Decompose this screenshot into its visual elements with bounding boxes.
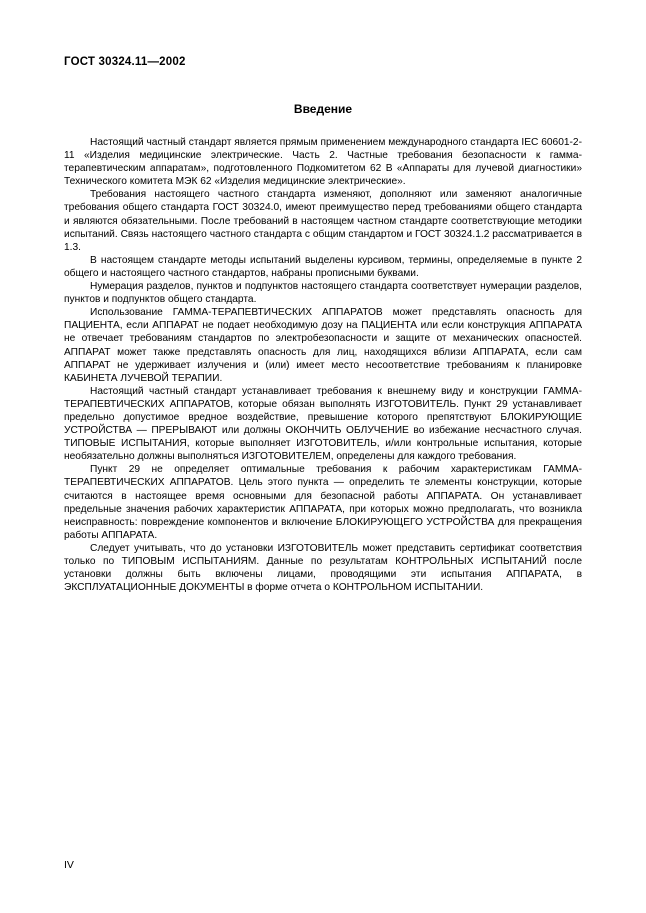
- document-body: [64, 136, 582, 594]
- paragraph: Нумерация разделов, пунктов и подпунктов настоящего стандарта соответствует нумерации разделов, пунктов и подпунктов общего стандарта.: [64, 281, 582, 306]
- paragraph: Настоящий частный стандарт является прямым применением международного стандарта IEC 60601-2-11 «Изделия медицинские электрические. Часть 2. Частные требования безопасности к гамма-терапевтическим аппаратам», подготовленного Подкомитетом 62 В «Аппараты для лучевой диагностики» Технического комитета МЭК 62 «Изделия медицинские электрические».: [64, 137, 582, 188]
- document-header: ГОСТ 30324.11—2002: [64, 56, 186, 68]
- paragraph: Использование ГАММА-ТЕРАПЕВТИЧЕСКИХ АППАРАТОВ может представлять опасность для ПАЦИЕНТА, если АППАРАТ не подает необходимую дозу на ПАЦИЕНТА или если конструкция АППАРАТА не отвечает требованиям стандартов по электробезопасности и защите от механических опасностей. АППАРАТ может также представлять опасность для лиц, находящихся вблизи АППАРАТА, если сам АППАРАТ не удерживает излучения и (или) имеет место несоответствие требованиям к планировке КАБИНЕТА ЛУЧЕВОЙ ТЕРАПИИ.: [64, 307, 582, 384]
- paragraph: Требования настоящего частного стандарта изменяют, дополняют или заменяют аналогичные требования общего стандарта ГОСТ 30324.0, имеют преимущество перед требованиями общего стандарта и являются обязательными. После требований в настоящем частном стандарте соответствующие методики испытаний. Связь настоящего частного стандарта с общим стандартом и ГОСТ 30324.1.2 рассматривается в 1.3.: [64, 189, 582, 253]
- paragraph: Пункт 29 не определяет оптимальные требования к рабочим характеристикам ГАММА-ТЕРАПЕВТИЧЕСКИХ АППАРАТОВ. Цель этого пункта — определить те элементы конструкции, которые считаются в настоящее время основными для безопасной работы АППАРАТА. Он устанавливает предельные значения рабочих характеристик АППАРАТА, при которых можно предполагать, что возникла неисправность: повреждение компонентов и включение БЛОКИРУЮЩЕГО УСТРОЙСТВА для прекращения работы АППАРАТА.: [64, 464, 582, 541]
- paragraph: Следует учитывать, что до установки ИЗГОТОВИТЕЛЬ может представить сертификат соответствия только по ТИПОВЫМ ИСПЫТАНИЯМ. Данные по результатам КОНТРОЛЬНЫХ ИСПЫТАНИЙ после установки должны быть включены лицами, проводящими эти испытания АППАРАТА, в ЭКСПЛУАТАЦИОННЫЕ ДОКУМЕНТЫ в форме отчета о КОНТРОЛЬНОМ ИСПЫТАНИИ.: [64, 542, 582, 594]
- paragraph: Настоящий частный стандарт устанавливает требования к внешнему виду и конструкции ГАММА-ТЕРАПЕВТИЧЕСКИХ АППАРАТОВ, которые обязан выполнять ИЗГОТОВИТЕЛЬ. Пункт 29 устанавливает предельно допустимое вредное воздействие, превышение которого препятствуют БЛОКИРУЮЩИЕ УСТРОЙСТВА — ПРЕРЫВАЮТ или должны ОКОНЧИТЬ ОБЛУЧЕНИЕ во избежание несчастного случая. ТИПОВЫЕ ИСПЫТАНИЯ, которые выполняет ИЗГОТОВИТЕЛЬ, и/или контрольные испытания, которые необязательно должны выполняться ИЗГОТОВИТЕЛЕМ, определены для каждого требования.: [64, 385, 582, 463]
- page-number: IV: [64, 859, 74, 871]
- page-title: Введение: [293, 102, 353, 116]
- paragraph: В настоящем стандарте методы испытаний выделены курсивом, термины, определяемые в пункте 2 общего и настоящего частного стандартов, набраны прописными буквами.: [64, 254, 582, 279]
